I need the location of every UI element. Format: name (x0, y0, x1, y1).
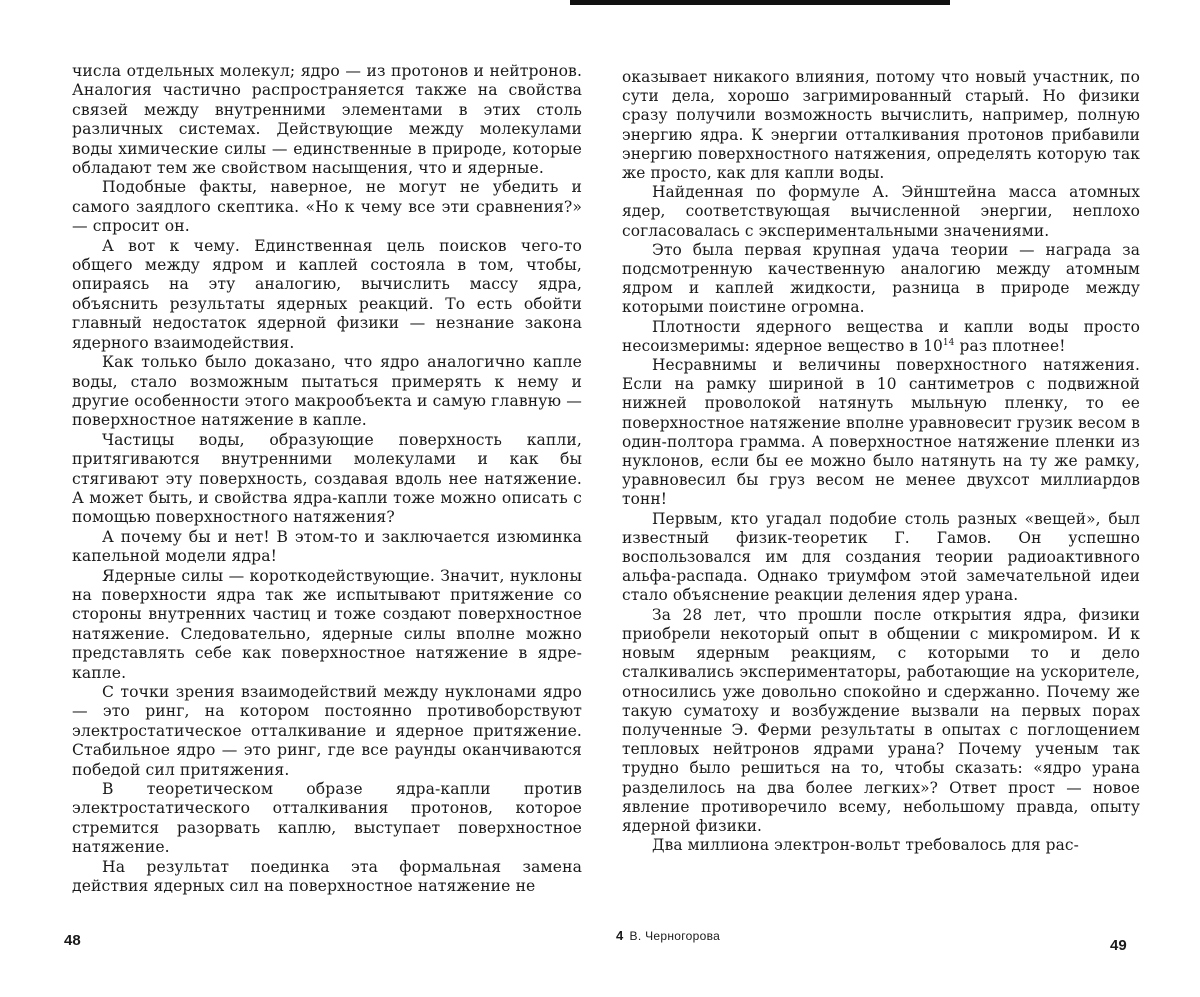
exponent: 14 (942, 337, 955, 348)
signature-number: 4 (616, 928, 624, 943)
signature-author: В. Черногорова (629, 929, 721, 943)
paragraph: За 28 лет, что прошли после открытия ядра, физики приобрели некоторый опыт в общении с микромиром. И к новым ядерным реакциям, с которыми то и дело сталкивались экспериментаторы, работающие на ускорителе, относились уже довольно спокойно и сдержанно. Почему же такую суматоху и возбуждение вызвали на первых порах полученные Э. Ферми результаты в опытах с поглощением тепловых нейтронов ядрами урана? Почему ученым так трудно было решиться на то, чтобы сказать: «ядро урана разделилось на два более легких»? Ответ прост — новое явление противоречило всему, небольшому правда, опыту ядерной физики. (622, 605, 1140, 835)
paragraph: Два миллиона электрон-вольт требовалось для рас- (652, 836, 1079, 855)
paragraph: оказывает никакого влияния, потому что новый участник, по сути дела, хорошо загримированный старый. Но физики сразу получили возможность вычислить, например, полную энергию ядра. К энергии отталкивания протонов прибавили энергию поверхностного натяжения, определять которую так же просто, как для капли воды. (622, 68, 1140, 183)
printer-signature (616, 928, 720, 943)
paragraph: Как только было доказано, что ядро аналогично капле воды, стало возможным пытаться примерять к нему и другие особенности этого макрообъекта и самую главную — поверхностное натяжение в капле. (72, 353, 582, 430)
right-page (622, 62, 1140, 855)
paragraph: Подобные факты, наверное, не могут не убедить и самого заядлого скептика. «Но к чему все эти сравнения?» — спросит он. (72, 178, 582, 236)
paragraph: Первым, кто угадал подобие столь разных «вещей», был известный физик-теоретик Г. Гамов. Он успешно воспользовался им для создания теории радиоактивного альфа-распада. Однако триумфом этой замечательной идеи стало объяснение реакции деления ядер урана. (622, 509, 1140, 605)
left-page (72, 62, 582, 896)
density-text: Плотности ядерного вещества и капли воды просто несоизмеримы: ядерное вещество в 10 (622, 317, 1140, 355)
paragraph: Частицы воды, образующие поверхность капли, притягиваются внутренними молекулами и как бы стягивают эту поверхность, создавая вдоль нее натяжение. А может быть, и свойства ядра-капли тоже можно описать с помощью поверхностного натяжения? (72, 430, 582, 527)
page-number-left: 48 (64, 932, 81, 949)
paragraph: На результат поединка эта формальная замена действия ядерных сил на поверхностное натяжение не (72, 857, 582, 896)
page-number-right: 49 (1110, 937, 1127, 954)
paragraph: Несравнимы и величины поверхностного натяжения. Если на рамку шириной в 10 сантиметров с подвижной нижней проволокой натянуть мыльную пленку, то ее поверхностное натяжение вполне уравновесит грузик весом в один-полтора грамма. А поверхностное натяжение пленки из нуклонов, если бы ее можно было натянуть на ту же рамку, уравновесил бы груз весом не менее двухсот миллиардов тонн! (622, 356, 1140, 509)
paragraph-density (622, 318, 1140, 356)
paragraph: А почему бы и нет! В этом-то и заключается изюминка капельной модели ядра! (72, 527, 582, 566)
paragraph: С точки зрения взаимодействий между нуклонами ядро — это ринг, на котором постоянно противоборствуют электростатическое отталкивание и ядерное притяжение. Стабильное ядро — это ринг, где все раунды оканчиваются победой сил притяжения. (72, 683, 582, 779)
paragraph: Найденная по формуле А. Эйнштейна масса атомных ядер, соответствующая вычисленной энергии, неплохо согласовалась с экспериментальными значениями. (622, 183, 1140, 240)
paragraph: В теоретическом образе ядра-капли против электростатического отталкивания протонов, которое стремится разорвать каплю, выступает поверхностное натяжение. (72, 780, 582, 857)
paragraph: числа отдельных молекул; ядро — из протонов и нейтронов. Аналогия частично распространяется также на свойства связей между внутренними элементами в этих столь различных системах. Действующие между молекулами воды химические силы — единственные в природе, которые обладают тем же свойством насыщения, что и ядерные. (72, 62, 582, 178)
paragraph: Это была первая крупная удача теории — награда за подсмотренную качественную аналогию между атомным ядром и каплей жидкости, разница в природе между которыми поистине огромна. (622, 240, 1140, 317)
scan-edge-bar (570, 0, 950, 5)
paragraph: Ядерные силы — короткодействующие. Значит, нуклоны на поверхности ядра так же испытывают притяжение со стороны внутренних частиц и тоже создают поверхностное натяжение. Следовательно, ядерные силы вполне можно представлять себе как поверхностное натяжение в ядре-капле. (72, 566, 582, 682)
density-text-end: раз плотнее! (954, 336, 1066, 355)
paragraph: А вот к чему. Единственная цель поисков чего-то общего между ядром и каплей состояла в том, чтобы, опираясь на эту аналогию, вычислить массу ядра, объяснить результаты ядерных реакций. То есть обойти главный недостаток ядерной физики — незнание закона ядерного взаимодействия. (72, 236, 582, 352)
